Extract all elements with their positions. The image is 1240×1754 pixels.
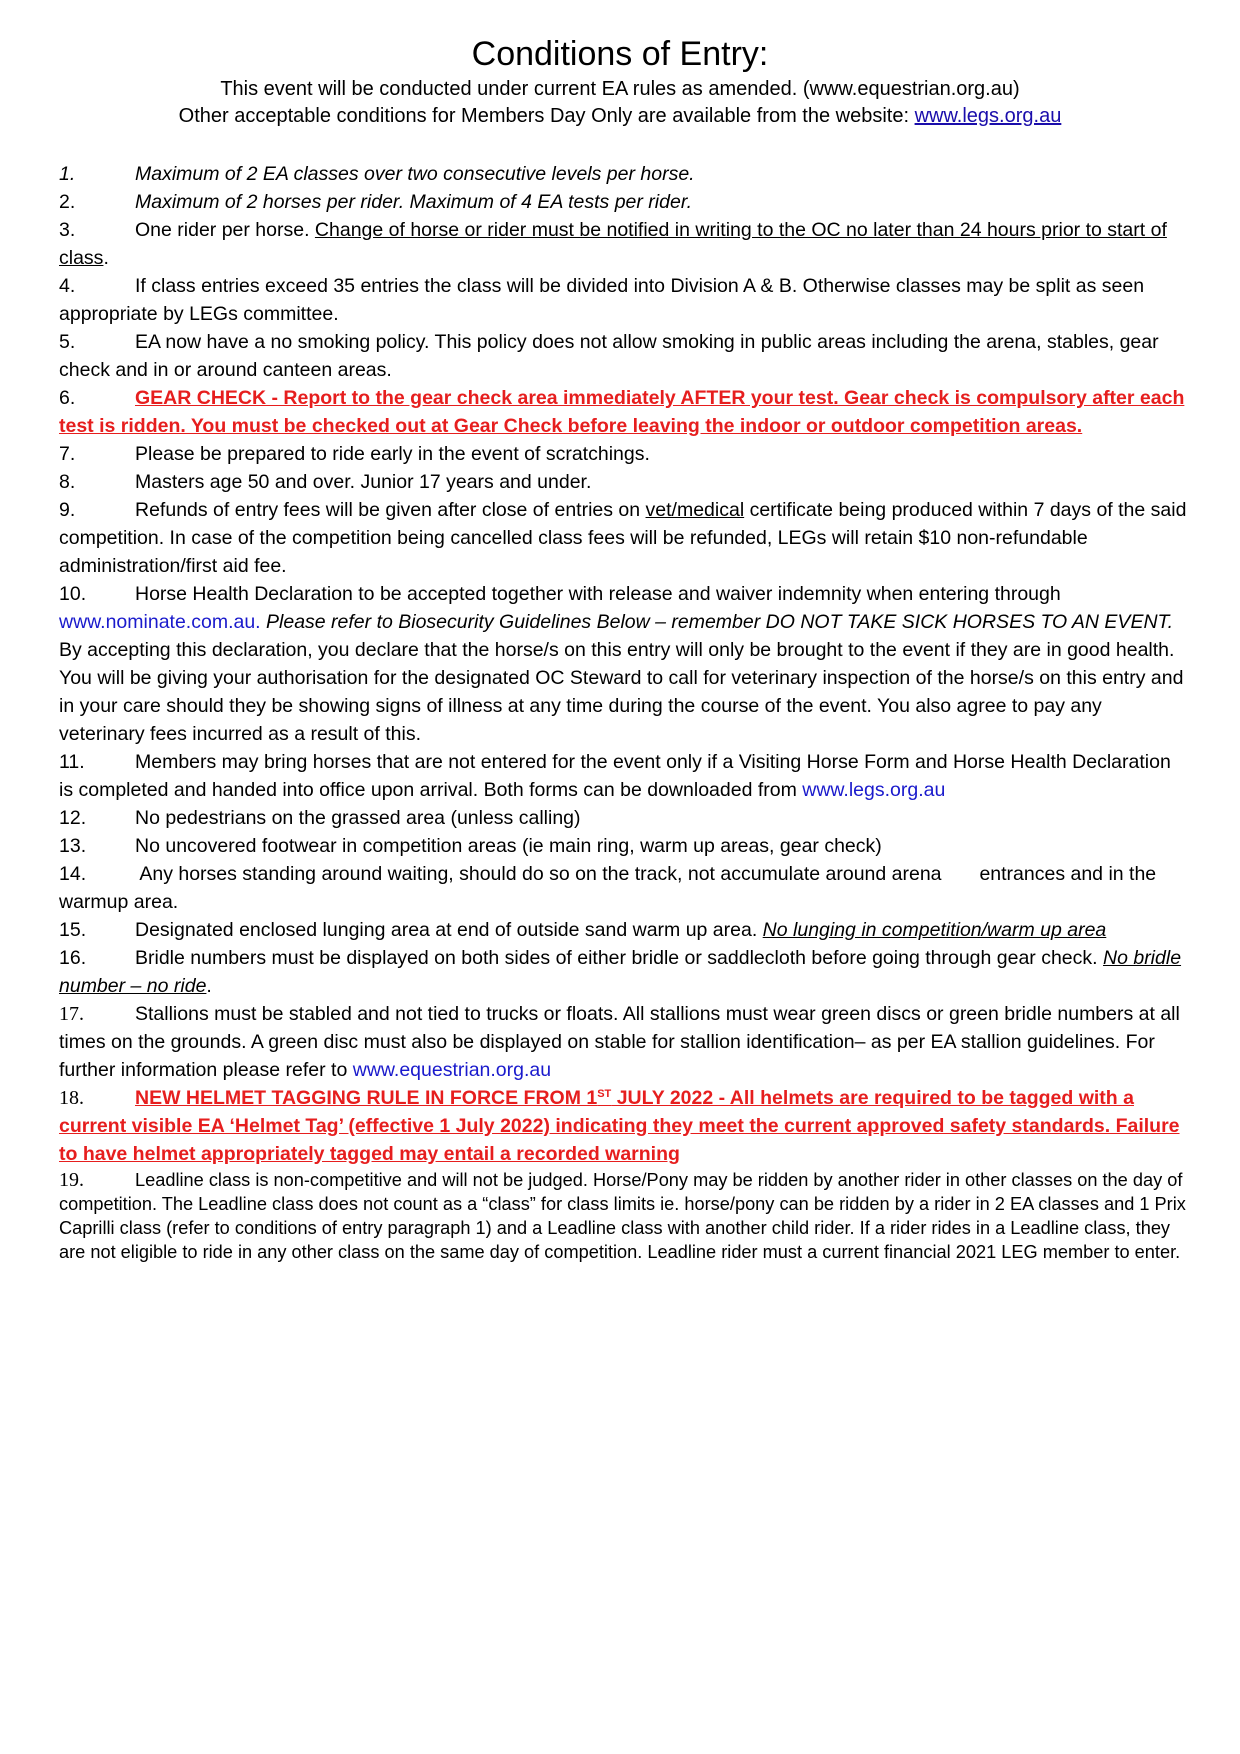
document-header <box>0 32 1240 130</box>
item-end: . <box>206 975 212 997</box>
item-number: 17. <box>59 1003 84 1025</box>
page-title: Conditions of Entry: <box>471 35 769 73</box>
item-text-continued: certificate being produced within 7 days of the said competition. In case of the competition being cancelled class fees will be refunded, LEGs will retain $10 non-refundable administration/first aid fee. <box>59 499 1187 577</box>
item-text: EA now have a no smoking policy. This policy does not allow smoking in public areas including the arena, stables, gear check and in or around canteen areas. <box>59 331 1159 381</box>
item-number: 8. <box>59 471 76 493</box>
item-text: Any horses standing around waiting, should do so on the track, not accumulate around arena entrances and in the warmup area. <box>59 863 1162 913</box>
item-number: 1. <box>59 163 76 185</box>
header-line-rules: This event will be conducted under current EA rules as amended. (www.equestrian.org.au) <box>220 78 1020 100</box>
header-line-website <box>0 103 1240 130</box>
condition-item-6 <box>59 384 1189 440</box>
item-number: 16. <box>59 947 87 969</box>
condition-item-14 <box>59 860 1189 916</box>
item-text-continued: By accepting this declaration, you declare that the horse/s on this entry will only be brought to the event if they are in good health. You will be giving your authorisation for the designated OC Steward to call for veterinary inspection of the horse/s on this entry and in your care should they be showing signs of illness at any time during the course of the event. You also agree to pay any veterinary fees incurred as a result of this. <box>59 639 1184 745</box>
condition-item-12 <box>59 804 1189 832</box>
conditions-list <box>59 160 1189 1264</box>
item-number: 2. <box>59 191 76 213</box>
helmet-rule-warning <box>59 1087 1180 1165</box>
item-number: 3. <box>59 219 76 241</box>
item-text: Masters age 50 and over. Junior 17 years and under. <box>135 471 592 493</box>
item-number: 18. <box>59 1087 84 1109</box>
condition-item-8 <box>59 468 1189 496</box>
item-number: 11. <box>59 751 85 773</box>
item-underlined-text: No bridle number – no ride <box>59 947 1182 997</box>
condition-item-16 <box>59 944 1189 1000</box>
condition-item-10 <box>59 580 1189 748</box>
condition-item-1 <box>59 160 1189 188</box>
legs-website-link[interactable]: www.legs.org.au <box>914 105 1062 127</box>
item-underlined-text: vet/medical <box>645 499 745 521</box>
item-number: 19. <box>59 1169 84 1191</box>
condition-item-13 <box>59 832 1189 860</box>
condition-item-18 <box>59 1084 1189 1168</box>
item-end: . <box>103 247 109 269</box>
item-number: 6. <box>59 387 76 409</box>
gear-check-warning: GEAR CHECK - Report to the gear check area immediately AFTER your test. Gear check is compulsory after each test is ridden. You must be checked out at Gear Check before leaving the indoor or outdoor competition areas. <box>59 387 1185 437</box>
item-text: No uncovered footwear in competition areas (ie main ring, warm up areas, gear check) <box>135 835 882 857</box>
item-text: Members may bring horses that are not entered for the event only if a Visiting Horse Form and Horse Health Declaration is completed and handed into office upon arrival. Both forms can be downloaded from <box>59 751 1171 801</box>
equestrian-website-link[interactable]: www.equestrian.org.au <box>352 1059 552 1081</box>
item-text: Maximum of 2 horses per rider. Maximum of 4 EA tests per rider. <box>135 191 693 213</box>
item-number: 14. <box>59 863 87 885</box>
condition-item-11 <box>59 748 1189 804</box>
item-text: Designated enclosed lunging area at end of outside sand warm up area. <box>135 919 763 941</box>
item-text: No pedestrians on the grassed area (unless calling) <box>135 807 581 829</box>
helmet-rule-text: NEW HELMET TAGGING RULE IN FORCE FROM 1 <box>135 1087 598 1109</box>
item-number: 13. <box>59 835 87 857</box>
item-number: 4. <box>59 275 76 297</box>
condition-item-15 <box>59 916 1189 944</box>
item-number: 9. <box>59 499 76 521</box>
condition-item-19 <box>59 1168 1189 1264</box>
condition-item-5 <box>59 328 1189 384</box>
item-number: 15. <box>59 919 87 941</box>
item-number: 12. <box>59 807 87 829</box>
item-text: Refunds of entry fees will be given after close of entries on <box>135 499 646 521</box>
item-text: If class entries exceed 35 entries the class will be divided into Division A & B. Otherwise classes may be split as seen appropriate by LEGs committee. <box>59 275 1145 325</box>
item-number: 5. <box>59 331 76 353</box>
condition-item-7 <box>59 440 1189 468</box>
item-text: Please be prepared to ride early in the event of scratchings. <box>135 443 650 465</box>
header-line-website-text: Other acceptable conditions for Members Day Only are available from the website: <box>178 105 915 127</box>
condition-item-2 <box>59 188 1189 216</box>
item-underlined-text: No lunging in competition/warm up area <box>762 919 1107 941</box>
helmet-rule-superscript: ST <box>597 1088 612 1100</box>
legs-forms-link[interactable]: www.legs.org.au <box>802 779 946 801</box>
item-text: One rider per horse. <box>135 219 315 241</box>
condition-item-4 <box>59 272 1189 328</box>
item-text: Leadline class is non-competitive and will not be judged. Horse/Pony may be ridden by another rider in other classes on the day of competition. The Leadline class does not count as a “class” for class limits ie. horse/pony can be ridden by a rider in 2 EA classes and 1 Prix Caprilli class (refer to conditions of entry paragraph 1) and a Leadline class with another child rider. If a rider rides in a Leadline class, they are not eligible to ride in any other class on the same day of competition. Leadline rider must a current financial 2021 LEG member to enter. <box>59 1170 1186 1262</box>
condition-item-9 <box>59 496 1189 580</box>
nominate-website-link[interactable]: www.nominate.com.au. <box>59 611 261 633</box>
condition-item-3 <box>59 216 1189 272</box>
item-number: 10. <box>59 583 87 605</box>
condition-item-17 <box>59 1000 1189 1084</box>
item-underlined-text: Change of horse or rider must be notified in writing to the OC no later than 24 hours prior to start of class <box>59 219 1167 269</box>
item-text: Horse Health Declaration to be accepted together with release and waiver indemnity when entering through <box>135 583 1061 605</box>
helmet-rule-text-continued: JULY 2022 - All helmets are required to be tagged with a current visible EA ‘Helmet Tag’ (effective 1 July 2022) indicating they meet the current approved safety standards. Failure to have helmet appropriately tagged may entail a recorded warning <box>59 1087 1180 1165</box>
item-text: Bridle numbers must be displayed on both sides of either bridle or saddlecloth before going through gear check. <box>135 947 1103 969</box>
item-text: Maximum of 2 EA classes over two consecutive levels per horse. <box>135 163 695 185</box>
biosecurity-note: Please refer to Biosecurity Guidelines Below – remember DO NOT TAKE SICK HORSES TO AN EVENT. <box>260 611 1174 633</box>
item-number: 7. <box>59 443 76 465</box>
item-text: Stallions must be stabled and not tied to trucks or floats. All stallions must wear green discs or green bridle numbers at all times on the grounds. A green disc must also be displayed on stable for stallion identification– as per EA stallion guidelines. For further information please refer to <box>59 1003 1180 1081</box>
